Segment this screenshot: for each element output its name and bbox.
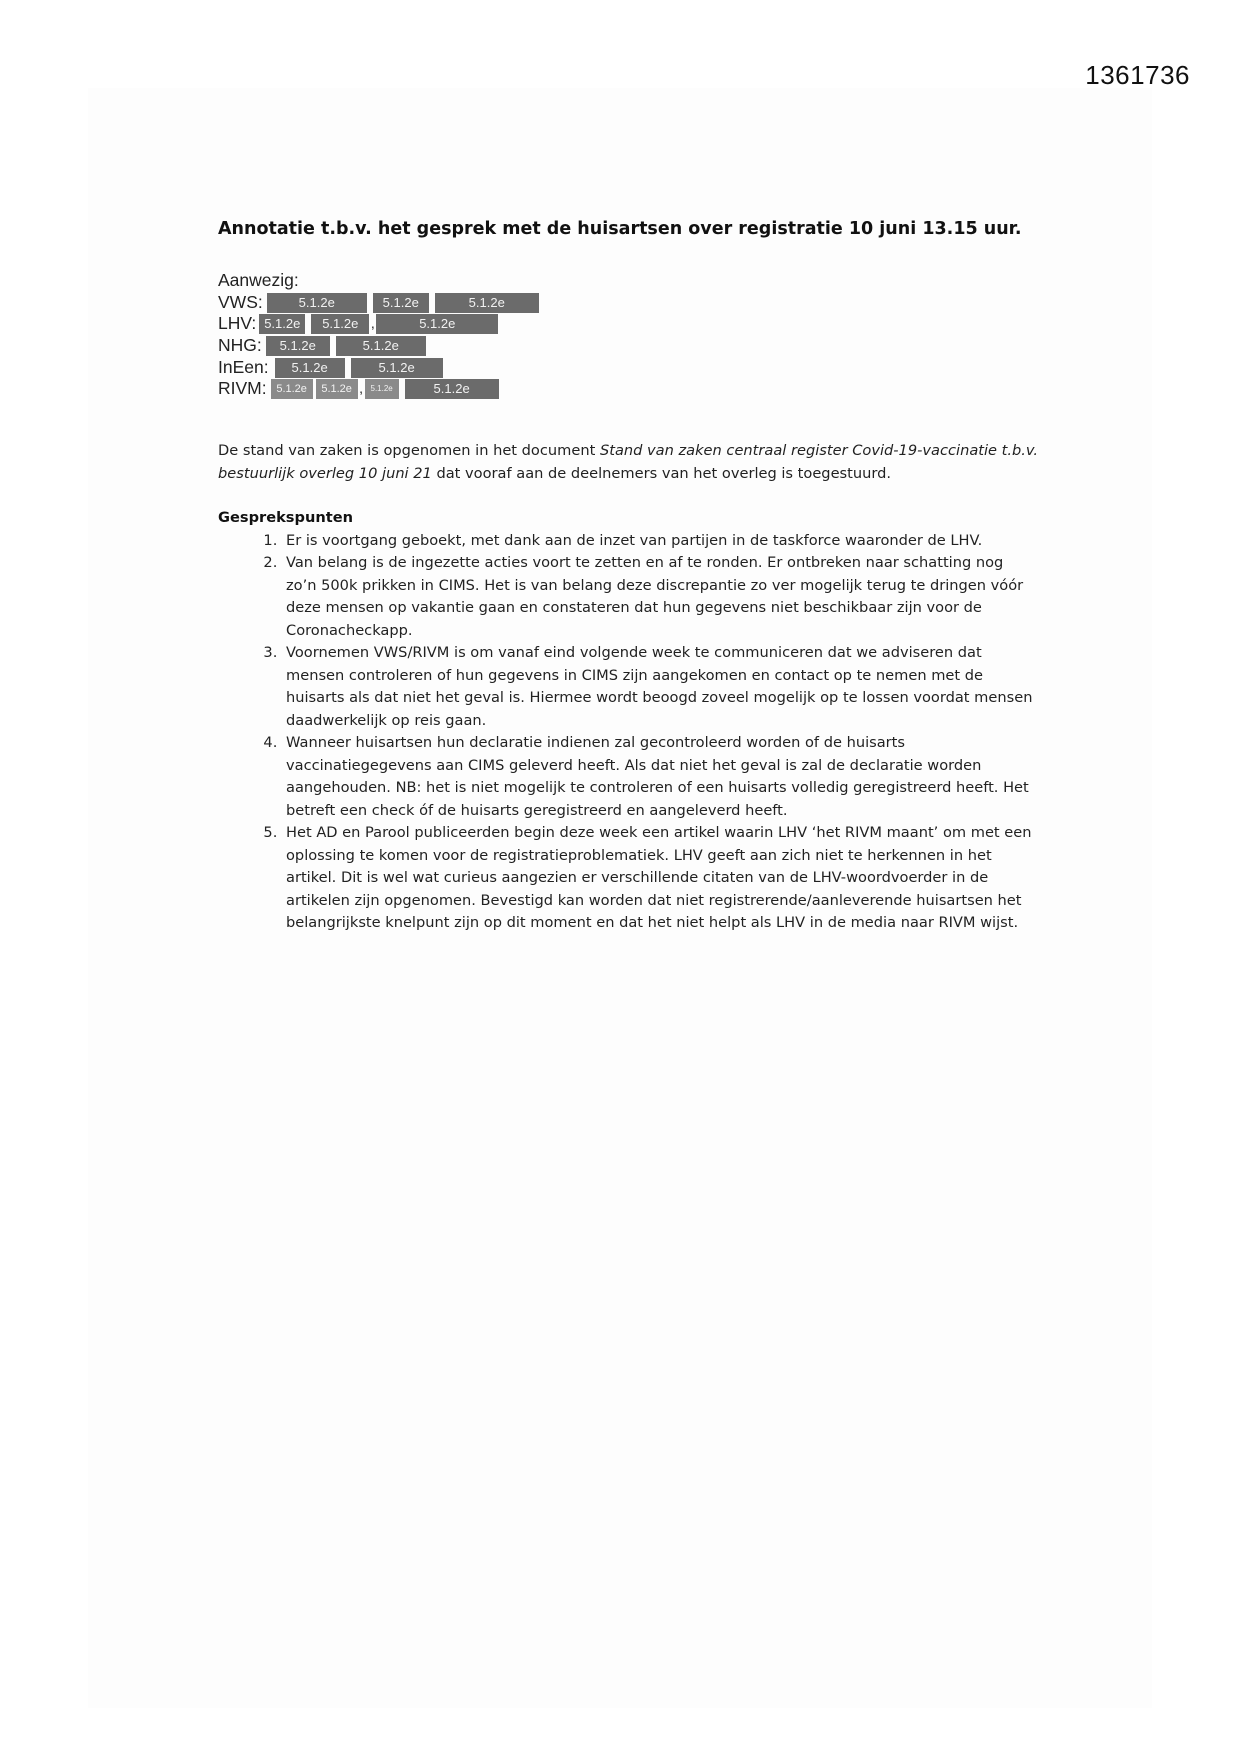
redaction-box: 5.1.2e xyxy=(336,336,426,356)
attendees-label: Aanwezig: xyxy=(218,270,299,290)
intro-paragraph-block xyxy=(218,440,1038,485)
intro-text-before: De stand van zaken is opgenomen in het document xyxy=(218,442,600,460)
redaction-box: 5.1.2e xyxy=(259,314,305,334)
redaction-box: 5.1.2e xyxy=(275,358,345,378)
attendee-row-nhg xyxy=(218,335,1038,357)
document-content xyxy=(218,218,1038,935)
discussion-point: 4. Wanneer huisartsen hun declaratie indienen zal gecontroleerd worden of de huisarts vaccinatiegegevens aan CIMS geleverd heeft. Als dat niet het geval is zal de declaratie worden aangehouden. NB: het is niet mogelijk te controleren of een huisarts volledig geregistreerd heeft. Het betreft een check óf de huisarts geregistreerd en aangeleverd heeft. xyxy=(282,732,1038,822)
redaction-box: 5.1.2e xyxy=(376,314,498,334)
redaction-box: 5.1.2e xyxy=(373,293,429,313)
separator-comma: , xyxy=(370,315,375,332)
discussion-points-list xyxy=(218,530,1038,935)
document-number: 1361736 xyxy=(1085,60,1190,90)
attendees-block xyxy=(218,270,1038,400)
redaction-box: 5.1.2e xyxy=(267,293,367,313)
attendee-row-vws xyxy=(218,292,1038,314)
intro-text-after: dat vooraf aan de deelnemers van het overleg is toegestuurd. xyxy=(431,464,892,482)
redaction-box: 5.1.2e xyxy=(266,336,330,356)
attendee-row-ineen xyxy=(218,357,1038,379)
attendee-row-lhv xyxy=(218,313,1038,335)
redaction-box: 5.1.2e xyxy=(351,358,443,378)
discussion-point: 3. Voornemen VWS/RIVM is om vanaf eind volgende week te communiceren dat we adviseren dat mensen controleren of hun gegevens in CIMS zijn aangekomen en contact op te nemen met de huisarts als dat niet het geval is. Hiermee wordt beoogd zoveel mogelijk op te lossen voordat mensen daadwerkelijk op reis gaan. xyxy=(282,642,1038,732)
attendee-org: LHV: xyxy=(218,313,257,334)
attendee-org: InEen: xyxy=(218,356,269,377)
discussion-point: 1. Er is voortgang geboekt, met dank aan de inzet van partijen in de taskforce waaronder de LHV. xyxy=(282,530,1038,553)
redaction-box: 5.1.2e xyxy=(365,379,399,399)
attendee-row-rivm xyxy=(218,378,1038,400)
redaction-box: 5.1.2e xyxy=(311,314,369,334)
attendee-org: VWS: xyxy=(218,291,263,312)
redaction-box: 5.1.2e xyxy=(316,379,358,399)
document-title: Annotatie t.b.v. het gesprek met de huisartsen over registratie 10 juni 13.15 uur. xyxy=(218,219,1022,239)
redaction-box: 5.1.2e xyxy=(435,293,539,313)
separator-comma: , xyxy=(359,380,364,397)
redaction-box: 5.1.2e xyxy=(405,379,499,399)
intro-document-title: Stand van zaken centraal register Covid-19-vaccinatie t.b.v. bestuurlijk overleg 10 juni 21 xyxy=(218,442,1039,482)
attendee-org: RIVM: xyxy=(218,378,267,399)
discussion-point: 5. Het AD en Parool publiceerden begin deze week een artikel waarin LHV ‘het RIVM maant’ om met een oplossing te komen voor de registratieproblematiek. LHV geeft aan zich niet te herkennen in het artikel. Dit is wel wat curieus aangezien er verschillende citaten van de LHV-woordvoerder in de artikelen zijn opgenomen. Bevestigd kan worden dat niet registrerende/aanleverende huisartsen het belangrijkste knelpunt zijn op dit moment en dat het niet helpt als LHV in de media naar RIVM wijst. xyxy=(282,822,1038,935)
attendee-org: NHG: xyxy=(218,335,262,356)
redaction-box: 5.1.2e xyxy=(271,379,313,399)
intro-paragraph xyxy=(218,440,1038,485)
discussion-point: 2. Van belang is de ingezette acties voort te zetten en af te ronden. Er ontbreken naar schatting nog zo’n 500k prikken in CIMS. Het is van belang deze discrepantie zo ver mogelijk terug te dringen vóór deze mensen op vakantie gaan en constateren dat hun gegevens niet beschikbaar zijn voor de Coronacheckapp. xyxy=(282,552,1038,642)
section-title: Gesprekspunten xyxy=(218,509,353,527)
